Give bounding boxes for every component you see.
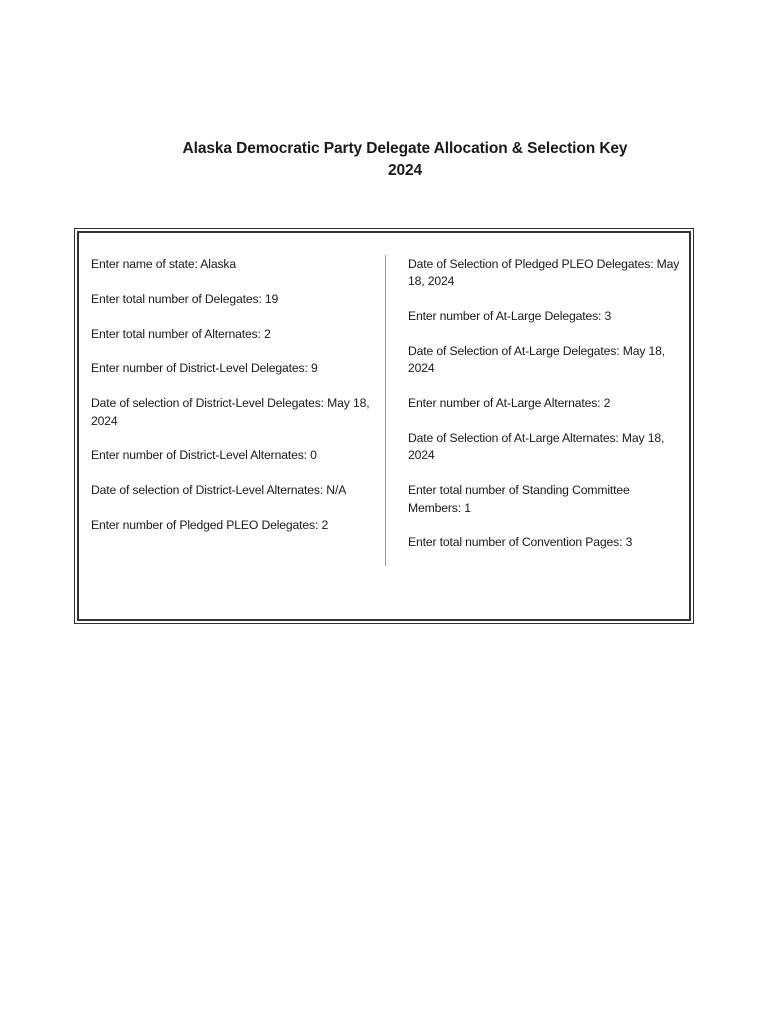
at-large-alternates-date-field: Date of Selection of At-Large Alternates: May 18, 2024 — [408, 431, 665, 463]
total-alternates-field: Enter total number of Alternates: 2 — [91, 326, 271, 341]
right-column — [408, 256, 684, 569]
column-divider — [385, 255, 386, 566]
at-large-alternates-field: Enter number of At-Large Alternates: 2 — [408, 396, 611, 411]
title-line-2: 2024 — [387, 162, 423, 179]
district-level-alternates-date-field: Date of selection of District-Level Alternates: N/A — [91, 483, 347, 498]
at-large-delegates-date-field: Date of Selection of At-Large Delegates: May 18, 2024 — [408, 344, 666, 376]
state-name-field: Enter name of state: Alaska — [91, 257, 236, 271]
title-line-1: Alaska Democratic Party Delegate Allocation & Selection Key — [182, 140, 628, 157]
pledged-pleo-delegates-field: Enter number of Pledged PLEO Delegates: 2 — [91, 517, 329, 532]
pledged-pleo-delegates-date-field: Date of Selection of Pledged PLEO Delegates: May 18, 2024 — [408, 257, 680, 289]
district-level-delegates-field: Enter number of District-Level Delegates: 9 — [91, 361, 318, 376]
left-column — [91, 256, 371, 552]
convention-pages-field: Enter total number of Convention Pages: 3 — [408, 535, 633, 550]
district-level-alternates-field: Enter number of District-Level Alternates: 0 — [91, 448, 317, 463]
standing-committee-members-field: Enter total number of Standing Committee Members: 1 — [408, 483, 630, 515]
at-large-delegates-field: Enter number of At-Large Delegates: 3 — [408, 309, 612, 324]
document-title — [0, 138, 770, 182]
district-level-delegates-date-field: Date of selection of District-Level Delegates: May 18, 2024 — [91, 396, 370, 428]
total-delegates-field: Enter total number of Delegates: 19 — [91, 291, 279, 306]
